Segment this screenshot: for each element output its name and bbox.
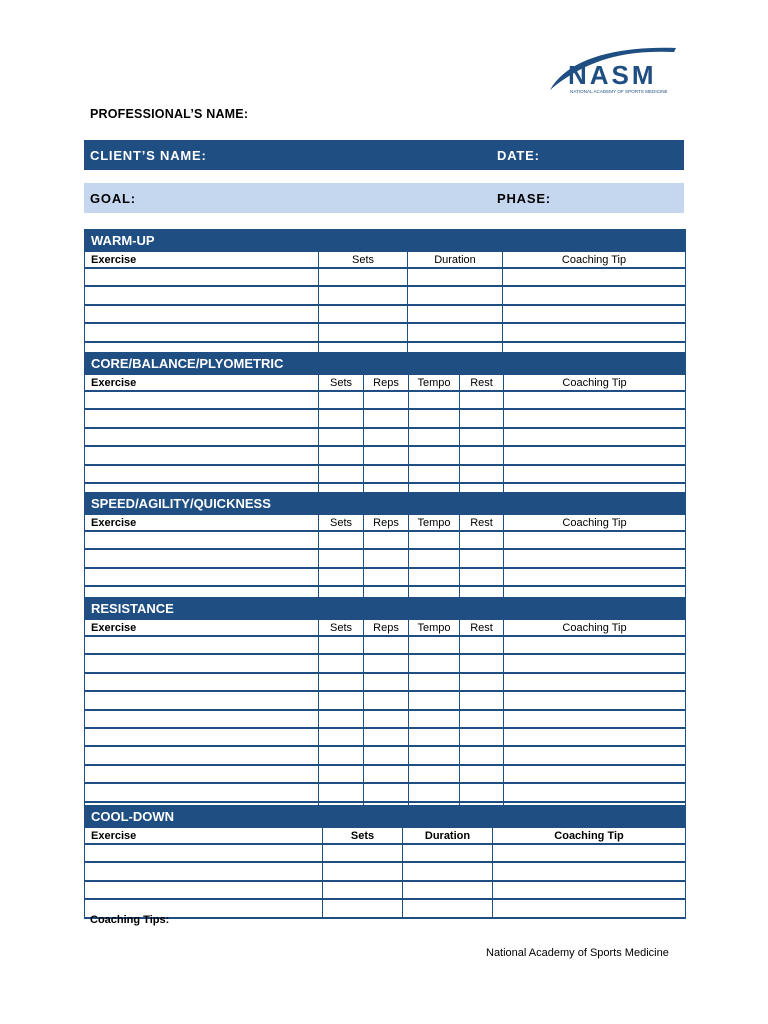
col-sets: Sets [319, 515, 364, 532]
table-cell[interactable] [409, 568, 460, 586]
table-cell[interactable] [504, 783, 686, 801]
table-cell[interactable] [504, 568, 686, 586]
table-cell[interactable] [364, 691, 409, 709]
table-cell[interactable] [504, 636, 686, 654]
table-cell[interactable] [319, 549, 364, 567]
col-coaching-tip: Coaching Tip [503, 252, 686, 269]
table-cell[interactable] [409, 746, 460, 764]
table-cell[interactable] [503, 323, 686, 341]
table-cell[interactable] [408, 286, 503, 304]
table-cell[interactable] [504, 531, 686, 549]
table-cell[interactable] [319, 286, 408, 304]
table-cell[interactable] [460, 549, 504, 567]
table-row [85, 673, 686, 691]
table-cell[interactable] [364, 465, 409, 483]
col-exercise: Exercise [85, 828, 323, 845]
table-cell[interactable] [319, 710, 364, 728]
table-cell[interactable] [409, 636, 460, 654]
table-cell[interactable] [85, 673, 319, 691]
table-cell[interactable] [460, 746, 504, 764]
col-coaching-tip: Coaching Tip [504, 375, 686, 392]
table-cell[interactable] [504, 728, 686, 746]
table-cell[interactable] [460, 783, 504, 801]
table-cell[interactable] [319, 783, 364, 801]
table-cell[interactable] [85, 728, 319, 746]
logo-wordmark: NASM [568, 60, 657, 90]
table-cell[interactable] [85, 568, 319, 586]
col-tempo: Tempo [409, 620, 460, 637]
table-row [85, 465, 686, 483]
col-coaching-tip: Coaching Tip [504, 620, 686, 637]
table-cell[interactable] [460, 531, 504, 549]
table-cell[interactable] [504, 746, 686, 764]
table-cell[interactable] [409, 765, 460, 783]
table-row [85, 710, 686, 728]
table-cell[interactable] [408, 305, 503, 323]
table-cell[interactable] [85, 691, 319, 709]
table-cell[interactable] [364, 783, 409, 801]
col-coaching-tip: Coaching Tip [504, 515, 686, 532]
table-row [85, 391, 686, 409]
table-cell[interactable] [504, 654, 686, 672]
col-exercise: Exercise [85, 620, 319, 637]
table-cell[interactable] [504, 409, 686, 427]
table-row [85, 691, 686, 709]
table-cell[interactable] [319, 428, 364, 446]
table-cell[interactable] [409, 391, 460, 409]
col-reps: Reps [364, 515, 409, 532]
table-cell[interactable] [460, 654, 504, 672]
table-cell[interactable] [319, 465, 364, 483]
table-cell[interactable] [504, 446, 686, 464]
col-tempo: Tempo [409, 515, 460, 532]
table-row [85, 286, 686, 304]
cooldown-title: COOL-DOWN [85, 806, 686, 828]
table-cell[interactable] [85, 710, 319, 728]
table-cell[interactable] [85, 409, 319, 427]
date-label: DATE: [497, 147, 540, 163]
table-cell[interactable] [460, 446, 504, 464]
col-tempo: Tempo [409, 375, 460, 392]
table-cell[interactable] [409, 446, 460, 464]
table-cell[interactable] [85, 268, 319, 286]
professional-name-label: PROFESSIONAL’S NAME: [90, 107, 249, 121]
table-cell[interactable] [460, 710, 504, 728]
table-row [85, 783, 686, 801]
table-cell[interactable] [85, 391, 319, 409]
table-cell[interactable] [319, 654, 364, 672]
table-row [85, 654, 686, 672]
table-cell[interactable] [85, 323, 319, 341]
col-exercise: Exercise [85, 252, 319, 269]
col-coaching-tip: Coaching Tip [493, 828, 686, 845]
table-row [85, 746, 686, 764]
col-sets: Sets [319, 620, 364, 637]
table-row [85, 568, 686, 586]
client-bar [84, 140, 684, 170]
table-cell[interactable] [319, 568, 364, 586]
table-row [85, 409, 686, 427]
col-duration: Duration [408, 252, 503, 269]
table-cell[interactable] [504, 465, 686, 483]
table-cell[interactable] [364, 531, 409, 549]
table-row [85, 531, 686, 549]
cooldown-table [84, 805, 686, 919]
table-cell[interactable] [503, 286, 686, 304]
table-cell[interactable] [403, 844, 493, 862]
coaching-tips-label: Coaching Tips: [90, 914, 170, 926]
table-cell[interactable] [319, 323, 408, 341]
table-row [85, 323, 686, 341]
table-cell[interactable] [323, 844, 403, 862]
table-cell[interactable] [504, 691, 686, 709]
table-row [85, 765, 686, 783]
logo-subtitle: NATIONAL ACADEMY OF SPORTS MEDICINE [570, 89, 668, 94]
table-cell[interactable] [409, 710, 460, 728]
table-cell[interactable] [364, 654, 409, 672]
table-cell[interactable] [319, 391, 364, 409]
table-cell[interactable] [364, 391, 409, 409]
table-cell[interactable] [319, 268, 408, 286]
warmup-title: WARM-UP [85, 230, 686, 252]
table-cell[interactable] [409, 409, 460, 427]
table-cell[interactable] [409, 691, 460, 709]
table-cell[interactable] [85, 765, 319, 783]
table-cell[interactable] [319, 746, 364, 764]
table-cell[interactable] [409, 465, 460, 483]
table-cell[interactable] [85, 881, 323, 899]
goal-bar [84, 183, 684, 213]
table-row [85, 305, 686, 323]
table-cell[interactable] [364, 428, 409, 446]
table-cell[interactable] [364, 710, 409, 728]
table-row [85, 881, 686, 899]
table-cell[interactable] [504, 391, 686, 409]
footer-text: National Academy of Sports Medicine [486, 947, 669, 959]
table-cell[interactable] [460, 691, 504, 709]
table-row [85, 899, 686, 917]
col-rest: Rest [460, 620, 504, 637]
table-cell[interactable] [323, 881, 403, 899]
table-cell[interactable] [364, 549, 409, 567]
col-exercise: Exercise [85, 375, 319, 392]
table-cell[interactable] [319, 531, 364, 549]
table-cell[interactable] [503, 268, 686, 286]
nasm-logo [548, 44, 678, 96]
table-cell[interactable] [503, 305, 686, 323]
table-row [85, 862, 686, 880]
table-cell[interactable] [85, 783, 319, 801]
table-cell[interactable] [460, 428, 504, 446]
table-cell[interactable] [364, 636, 409, 654]
table-cell[interactable] [409, 728, 460, 746]
table-cell[interactable] [460, 673, 504, 691]
col-duration: Duration [403, 828, 493, 845]
table-cell[interactable] [364, 728, 409, 746]
col-sets: Sets [323, 828, 403, 845]
table-cell[interactable] [460, 568, 504, 586]
table-cell[interactable] [85, 636, 319, 654]
col-sets: Sets [319, 252, 408, 269]
table-row [85, 549, 686, 567]
table-cell[interactable] [504, 673, 686, 691]
table-cell[interactable] [409, 549, 460, 567]
table-cell[interactable] [409, 783, 460, 801]
table-cell[interactable] [493, 881, 686, 899]
goal-label: GOAL: [90, 190, 136, 206]
resistance-table [84, 597, 686, 821]
table-cell[interactable] [85, 305, 319, 323]
table-cell[interactable] [85, 531, 319, 549]
warmup-table [84, 229, 686, 361]
table-cell[interactable] [408, 323, 503, 341]
table-cell[interactable] [319, 673, 364, 691]
table-row [85, 446, 686, 464]
table-cell[interactable] [460, 636, 504, 654]
saq-title: SPEED/AGILITY/QUICKNESS [85, 493, 686, 515]
table-cell[interactable] [85, 746, 319, 764]
table-cell[interactable] [85, 428, 319, 446]
table-cell[interactable] [85, 549, 319, 567]
col-rest: Rest [460, 515, 504, 532]
resistance-title: RESISTANCE [85, 598, 686, 620]
table-cell[interactable] [323, 899, 403, 917]
table-cell[interactable] [319, 636, 364, 654]
table-cell[interactable] [85, 286, 319, 304]
col-reps: Reps [364, 620, 409, 637]
phase-label: PHASE: [497, 190, 551, 206]
table-cell[interactable] [403, 862, 493, 880]
table-row [85, 428, 686, 446]
table-cell[interactable] [460, 391, 504, 409]
saq-table [84, 492, 686, 606]
client-name-label: CLIENT’S NAME: [90, 147, 207, 163]
table-cell[interactable] [364, 765, 409, 783]
col-exercise: Exercise [85, 515, 319, 532]
table-cell[interactable] [409, 673, 460, 691]
table-cell[interactable] [319, 409, 364, 427]
table-row [85, 728, 686, 746]
table-cell[interactable] [493, 862, 686, 880]
table-cell[interactable] [409, 531, 460, 549]
table-cell[interactable] [323, 862, 403, 880]
table-cell[interactable] [403, 899, 493, 917]
table-cell[interactable] [504, 428, 686, 446]
table-cell[interactable] [85, 465, 319, 483]
table-cell[interactable] [364, 746, 409, 764]
table-cell[interactable] [85, 862, 323, 880]
core-title: CORE/BALANCE/PLYOMETRIC [85, 353, 686, 375]
col-reps: Reps [364, 375, 409, 392]
table-cell[interactable] [460, 409, 504, 427]
table-cell[interactable] [460, 465, 504, 483]
table-cell[interactable] [319, 305, 408, 323]
table-cell[interactable] [85, 446, 319, 464]
table-cell[interactable] [319, 446, 364, 464]
table-row [85, 268, 686, 286]
table-cell[interactable] [364, 409, 409, 427]
table-cell[interactable] [504, 710, 686, 728]
table-cell[interactable] [493, 899, 686, 917]
table-cell[interactable] [319, 765, 364, 783]
table-cell[interactable] [319, 728, 364, 746]
table-cell[interactable] [409, 654, 460, 672]
table-cell[interactable] [85, 844, 323, 862]
col-rest: Rest [460, 375, 504, 392]
table-cell[interactable] [460, 765, 504, 783]
table-cell[interactable] [403, 881, 493, 899]
table-cell[interactable] [408, 268, 503, 286]
table-cell[interactable] [364, 446, 409, 464]
table-row [85, 844, 686, 862]
table-cell[interactable] [364, 673, 409, 691]
table-cell[interactable] [504, 549, 686, 567]
table-cell[interactable] [409, 428, 460, 446]
table-cell[interactable] [85, 654, 319, 672]
table-cell[interactable] [364, 568, 409, 586]
table-cell[interactable] [319, 691, 364, 709]
table-cell[interactable] [493, 844, 686, 862]
table-cell[interactable] [460, 728, 504, 746]
core-table [84, 352, 686, 502]
col-sets: Sets [319, 375, 364, 392]
table-row [85, 636, 686, 654]
table-cell[interactable] [504, 765, 686, 783]
